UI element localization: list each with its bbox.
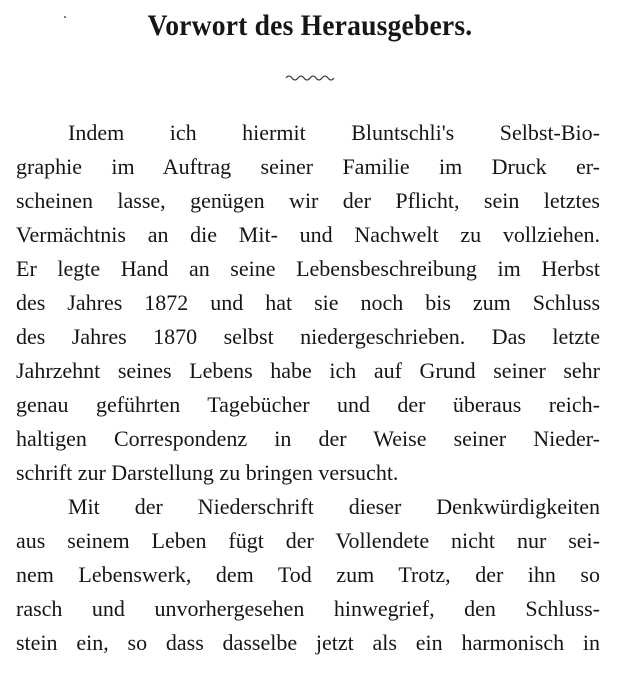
text-line: schrift zur Darstellung zu bringen versucht.	[16, 460, 399, 485]
text-line: des Jahres 1870 selbst niedergeschrieben. Das letzte	[16, 324, 600, 349]
text-line: haltigen Correspondenz in der Weise seiner Nieder-	[16, 426, 600, 451]
text-line: Mit der Niederschrift dieser Denkwürdigkeiten	[68, 494, 600, 519]
title-ornament-divider	[285, 72, 335, 82]
paragraph-1	[16, 116, 600, 490]
text-line: Er legte Hand an seine Lebensbeschreibung im Herbst	[16, 256, 600, 281]
text-line: Jahrzehnt seines Lebens habe ich auf Grund seiner sehr	[16, 358, 600, 383]
text-line: graphie im Auftrag seiner Familie im Druck er-	[16, 154, 600, 179]
page-title: Vorwort des Herausgebers.	[147, 9, 473, 42]
text-line: stein ein, so dass dasselbe jetzt als ein harmonisch in	[16, 630, 600, 655]
text-line: nem Lebenswerk, dem Tod zum Trotz, der ihn so	[16, 562, 600, 587]
text-line: Vermächtnis an die Mit- und Nachwelt zu vollziehen.	[16, 222, 600, 247]
preface-body	[16, 116, 600, 660]
text-line: genau geführten Tagebücher und der überaus reich-	[16, 392, 600, 417]
text-line: aus seinem Leben fügt der Vollendete nicht nur sei-	[16, 528, 600, 553]
text-line: rasch und unvorhergesehen hinwegrief, den Schluss-	[16, 596, 600, 621]
text-line: scheinen lasse, genügen wir der Pflicht, sein letztes	[16, 188, 600, 213]
text-line: des Jahres 1872 und hat sie noch bis zum Schluss	[16, 290, 600, 315]
text-line: Indem ich hiermit Bluntschli's Selbst-Bio-	[68, 120, 600, 145]
paragraph-2	[16, 490, 600, 660]
